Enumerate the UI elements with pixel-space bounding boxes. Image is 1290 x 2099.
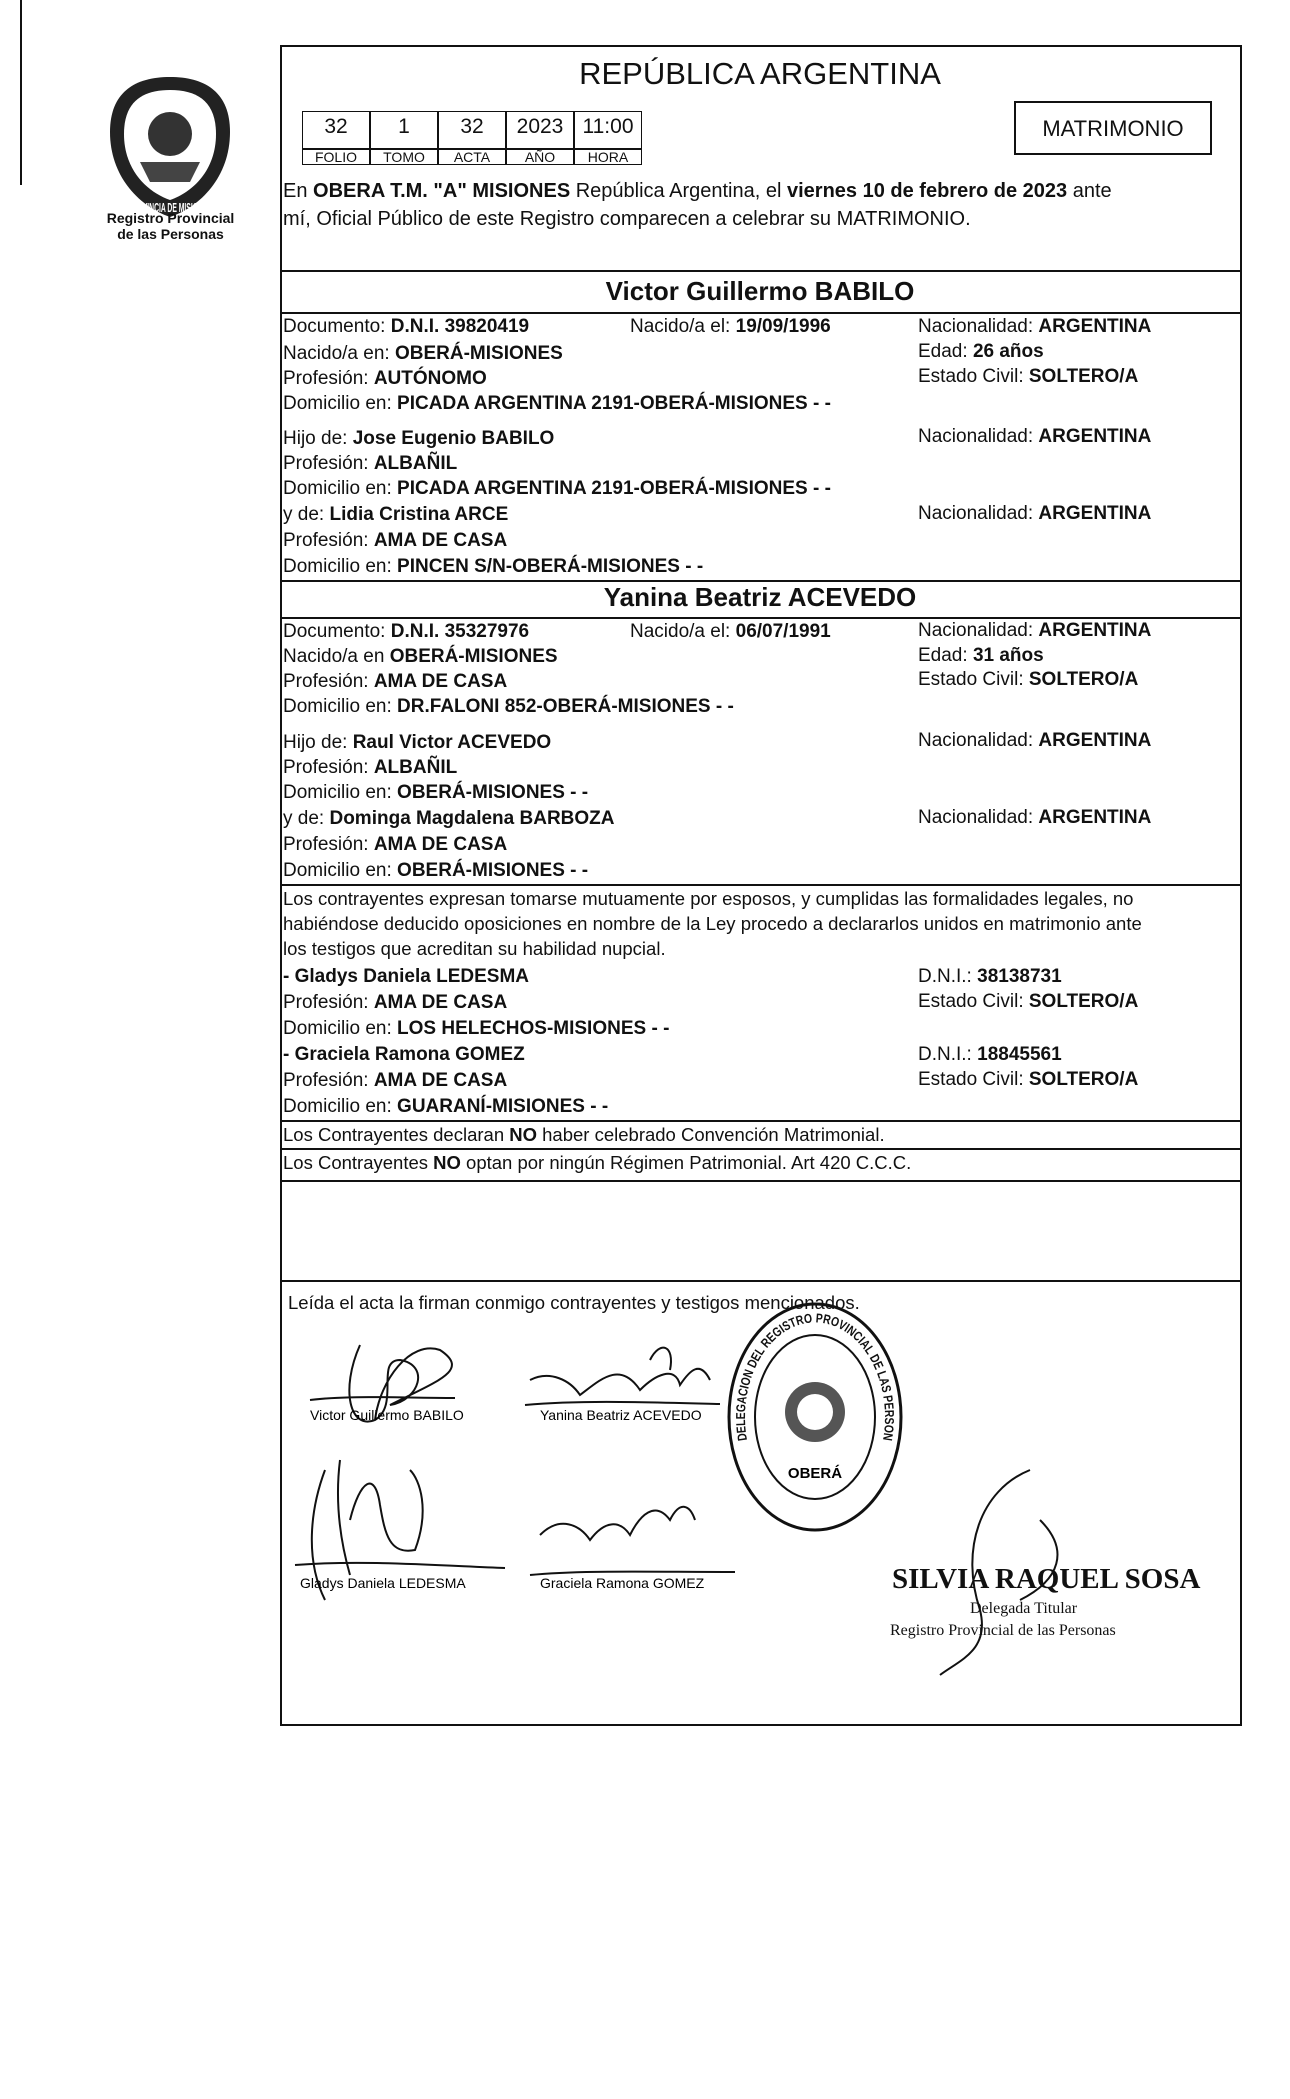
field-label-hora: HORA — [574, 149, 642, 165]
witness2-name: - Graciela Ramona GOMEZ — [283, 1044, 525, 1065]
spouse2-father-address: Domicilio en: OBERÁ-MISIONES - - — [283, 782, 589, 803]
spouse1-doc: Documento: D.N.I. 39820419 — [283, 316, 530, 337]
spouse1-father-address: Domicilio en: PICADA ARGENTINA 2191-OBERÁ-MISIONES - - — [283, 478, 831, 499]
spouse2-mother-profession: Profesión: AMA DE CASA — [283, 834, 508, 855]
act-type-box — [1014, 101, 1212, 155]
spouse2-father: Hijo de: Raul Victor ACEVEDO — [283, 732, 552, 753]
field-value-folio: 32 — [302, 111, 370, 149]
note-convention: Los Contrayentes declaran NO haber celebrado Convención Matrimonial. — [283, 1124, 885, 1145]
spouse2-father-profession: Profesión: ALBAÑIL — [283, 757, 458, 778]
witness1-dni: D.N.I.: 38138731 — [918, 966, 1062, 987]
signature-label-3: Gladys Daniela LEDESMA — [300, 1575, 466, 1591]
divider — [280, 884, 1242, 886]
divider — [280, 1180, 1242, 1182]
spouse2-name: Yanina Beatriz ACEVEDO — [603, 582, 917, 612]
spouse2-doc: Documento: D.N.I. 35327976 — [283, 621, 530, 642]
witness2-dni: D.N.I.: 18845561 — [918, 1044, 1062, 1065]
spouse2-mother-address: Domicilio en: OBERÁ-MISIONES - - — [283, 860, 589, 881]
field-label-acta: ACTA — [438, 149, 506, 165]
field-value-año: 2023 — [506, 111, 574, 149]
spouse1-father-nat: Nacionalidad: ARGENTINA — [918, 426, 1152, 447]
frame-top — [280, 45, 1242, 47]
spouse1-mother-profession: Profesión: AMA DE CASA — [283, 530, 508, 551]
divider — [280, 1120, 1242, 1122]
witness1-address: Domicilio en: LOS HELECHOS-MISIONES - - — [283, 1018, 670, 1039]
logo-text: PROVINCIA DE MISIONES — [128, 200, 213, 215]
registry-name: Registro Provincial de las Personas — [106, 210, 235, 242]
spouse1-civil: Estado Civil: SOLTERO/A — [918, 366, 1139, 387]
divider — [280, 270, 1242, 272]
witness1-name: - Gladys Daniela LEDESMA — [283, 966, 530, 987]
field-value-acta: 32 — [438, 111, 506, 149]
spouse2-mother: y de: Dominga Magdalena BARBOZA — [283, 808, 615, 829]
signature-label-1: Victor Guillermo BABILO — [310, 1407, 464, 1423]
spouse1-name: Victor Guillermo BABILO — [605, 276, 915, 306]
divider — [280, 312, 1242, 314]
spouse2-father-nat: Nacionalidad: ARGENTINA — [918, 730, 1152, 751]
stamp-outer-text: DELEGACION DEL REGISTRO PROVINCIAL DE LAS PERSON — [732, 1310, 898, 1444]
signature-label-4: Graciela Ramona GOMEZ — [540, 1575, 705, 1591]
witness1-civil: Estado Civil: SOLTERO/A — [918, 991, 1139, 1012]
act-type: MATRIMONIO — [1042, 116, 1184, 141]
witness2-civil: Estado Civil: SOLTERO/A — [918, 1069, 1139, 1090]
declaration-line-2: habiéndose deducido oposiciones en nombre de la Ley procedo a declararlos unidos en matrimonio ante — [283, 913, 1142, 934]
spouse1-father: Hijo de: Jose Eugenio BABILO — [283, 428, 555, 449]
spouse2-profession: Profesión: AMA DE CASA — [283, 671, 508, 692]
spouse1-mother: y de: Lidia Cristina ARCE — [283, 504, 509, 525]
official-office: Registro Provincial de las Personas — [890, 1622, 1116, 1639]
spouse2-age: Edad: 31 años — [918, 645, 1044, 666]
divider — [280, 1280, 1242, 1282]
field-label-tomo: TOMO — [370, 149, 438, 165]
witness2-profession: Profesión: AMA DE CASA — [283, 1070, 508, 1091]
declaration-line-1: Los contrayentes expresan tomarse mutuamente por esposos, y cumplidas las formalidades legales, no — [283, 888, 1134, 909]
spouse1-profession: Profesión: AUTÓNOMO — [283, 368, 487, 389]
spouse1-born-date: Nacido/a el: 19/09/1996 — [630, 316, 831, 337]
spouse2-civil: Estado Civil: SOLTERO/A — [918, 669, 1139, 690]
field-value-hora: 11:00 — [574, 111, 642, 149]
spouse1-address: Domicilio en: PICADA ARGENTINA 2191-OBERÁ-MISIONES - - — [283, 393, 831, 414]
field-label-folio: FOLIO — [302, 149, 370, 165]
spouse2-mother-nat: Nacionalidad: ARGENTINA — [918, 807, 1152, 828]
field-value-tomo: 1 — [370, 111, 438, 149]
closing-text: Leída el acta la firman conmigo contrayentes y testigos mencionados. — [288, 1292, 860, 1313]
field-label-año: AÑO — [506, 149, 574, 165]
spouse1-nationality: Nacionalidad: ARGENTINA — [918, 316, 1152, 337]
spouse1-age: Edad: 26 años — [918, 341, 1044, 362]
spouse2-born-date: Nacido/a el: 06/07/1991 — [630, 621, 831, 642]
witness2-address: Domicilio en: GUARANÍ-MISIONES - - — [283, 1096, 609, 1117]
note-regime: Los Contrayentes NO optan por ningún Régimen Patrimonial. Art 420 C.C.C. — [283, 1152, 912, 1173]
page-title: REPÚBLICA ARGENTINA — [579, 56, 941, 91]
intro-line-2: mí, Oficial Público de este Registro comparecen a celebrar su MATRIMONIO. — [283, 208, 971, 230]
frame-bottom — [280, 1724, 1242, 1726]
spouse1-mother-nat: Nacionalidad: ARGENTINA — [918, 503, 1152, 524]
official-title: Delegada Titular — [970, 1600, 1078, 1617]
divider — [280, 617, 1242, 619]
witness1-profession: Profesión: AMA DE CASA — [283, 992, 508, 1013]
spouse1-mother-address: Domicilio en: PINCEN S/N-OBERÁ-MISIONES - - — [283, 556, 704, 577]
declaration-line-3: los testigos que acreditan su habilidad nupcial. — [283, 938, 666, 959]
registry-logo — [100, 72, 240, 222]
official-stamp — [725, 1300, 905, 1535]
intro-line-1: En OBERA T.M. "A" MISIONES República Argentina, el viernes 10 de febrero de 2023 ante — [283, 180, 1112, 202]
spouse1-born-in: Nacido/a en: OBERÁ-MISIONES — [283, 343, 563, 364]
spouse2-address: Domicilio en: DR.FALONI 852-OBERÁ-MISIONES - - — [283, 696, 734, 717]
official-name: SILVIA RAQUEL SOSA — [892, 1563, 1201, 1595]
spouse2-born-in: Nacido/a en OBERÁ-MISIONES — [283, 646, 558, 667]
spouse2-nationality: Nacionalidad: ARGENTINA — [918, 620, 1152, 641]
stamp-inner-text: OBERÁ — [787, 1465, 843, 1482]
margin-line — [20, 0, 22, 185]
signature-label-2: Yanina Beatriz ACEVEDO — [540, 1407, 702, 1423]
spouse1-father-profession: Profesión: ALBAÑIL — [283, 453, 458, 474]
divider — [280, 1148, 1242, 1150]
